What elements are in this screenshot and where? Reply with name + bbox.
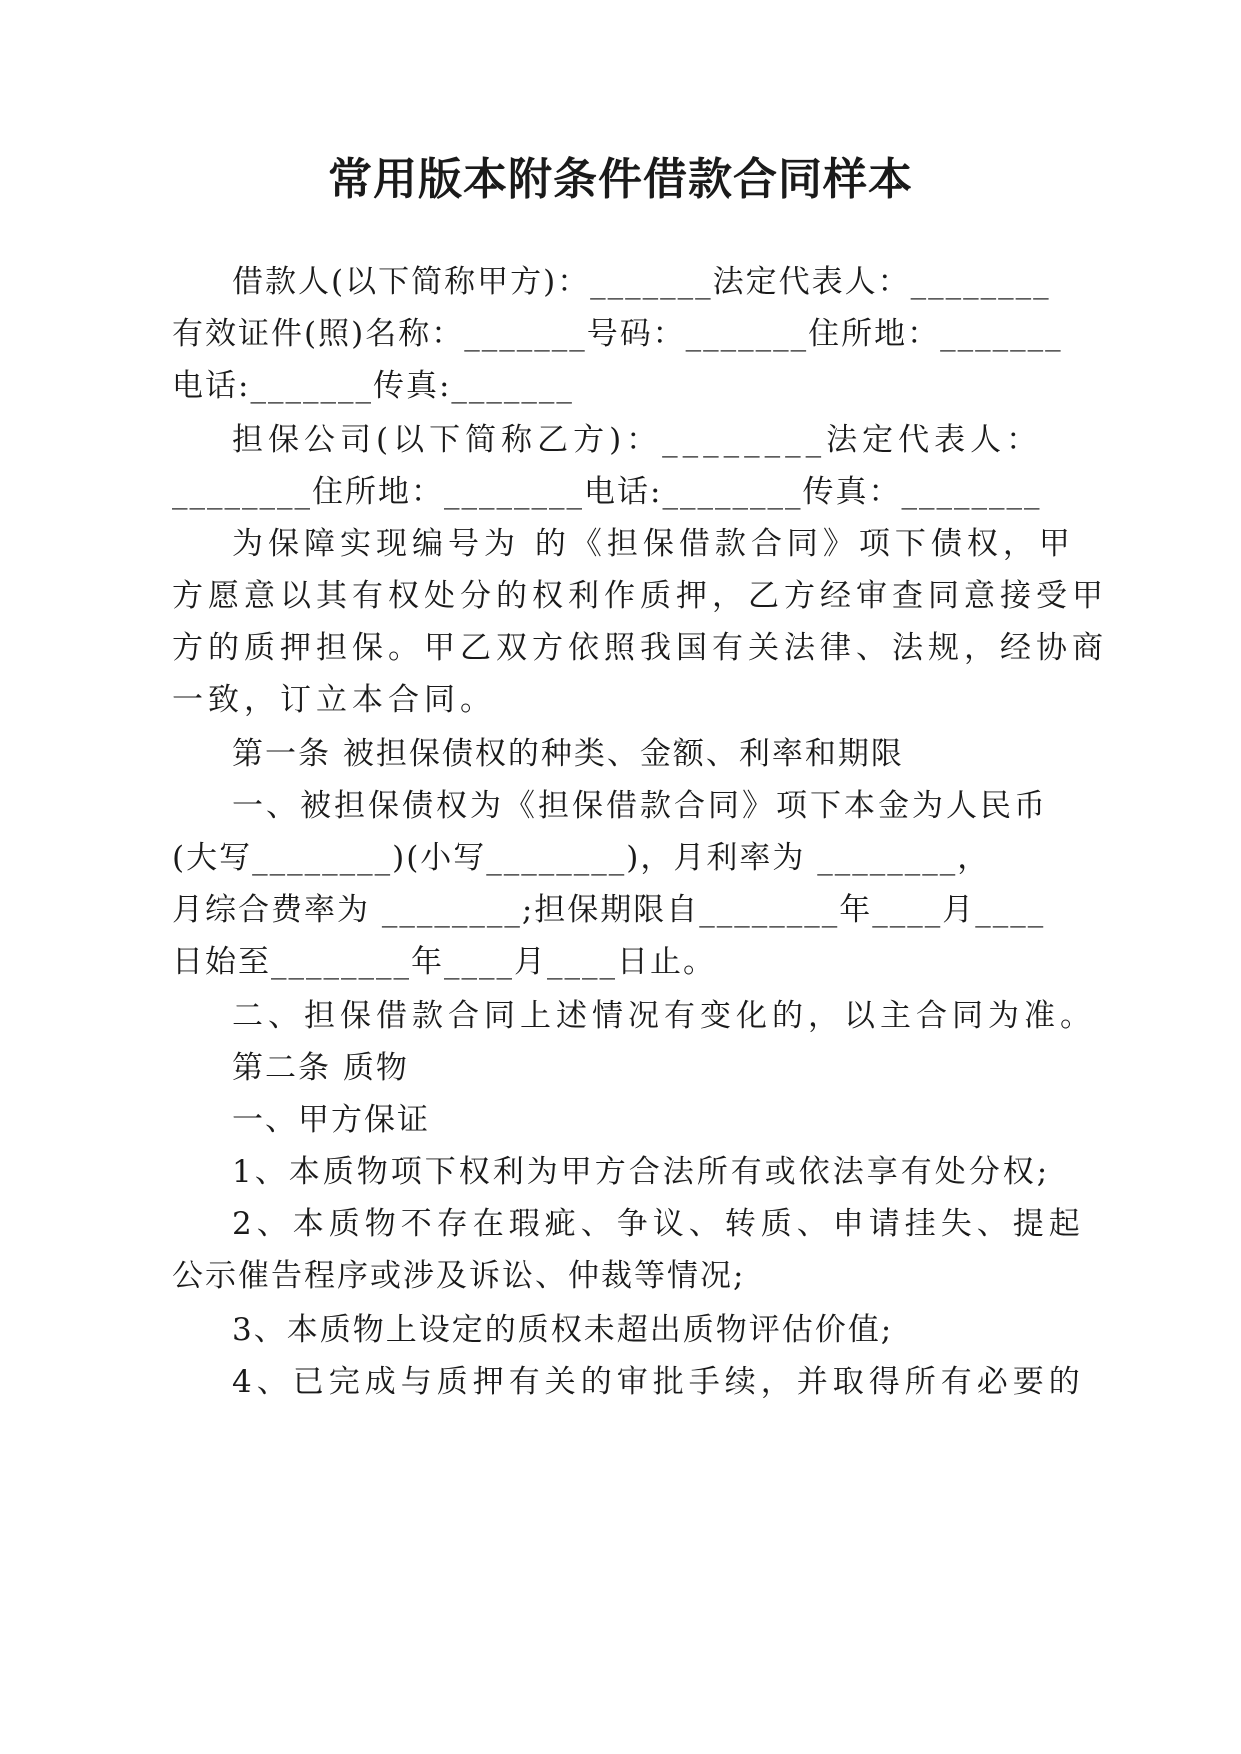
paragraph-line: 4、已完成与质押有关的审批手续，并取得所有必要的	[232, 1364, 1085, 1400]
paragraph-line: 借款人(以下简称甲方)：_______法定代表人：________	[232, 264, 1051, 300]
paragraph-line: 公示催告程序或涉及诉讼、仲裁等情况;	[172, 1258, 746, 1294]
section-heading: 第一条 被担保债权的种类、金额、利率和期限	[232, 736, 904, 772]
paragraph-line: 日始至________年____月____日止。	[172, 944, 716, 980]
paragraph-line: 担保公司(以下简称乙方)：________法定代表人：	[232, 422, 1043, 458]
paragraph-line: ________住所地：________电话:________传真：________	[172, 474, 1042, 510]
paragraph-line: 1、本质物项下权利为甲方合法所有或依法享有处分权;	[232, 1154, 1051, 1190]
paragraph-line: (大写________)(小写________)，月利率为 ________，	[172, 840, 991, 876]
paragraph-line: 2、本质物不存在瑕疵、争议、转质、申请挂失、提起	[232, 1206, 1085, 1242]
paragraph-line: 方愿意以其有权处分的权利作质押，乙方经审查同意接受甲	[172, 578, 1108, 614]
paragraph-line: 电话:_______传真:_______	[172, 368, 574, 404]
paragraph-line: 一致，订立本合同。	[172, 682, 496, 718]
paragraph-line: 一、甲方保证	[232, 1102, 430, 1138]
paragraph-line: 为保障实现编号为 的《担保借款合同》项下债权，甲	[232, 526, 1075, 562]
paragraph-line: 月综合费率为 ________;担保期限自________年____月____	[172, 892, 1046, 928]
paragraph-line: 方的质押担保。甲乙双方依照我国有关法律、法规，经协商	[172, 630, 1108, 666]
paragraph-line: 3、本质物上设定的质权未超出质物评估价值;	[232, 1312, 894, 1348]
paragraph-line: 有效证件(照)名称：_______号码：_______住所地：_______	[172, 316, 1063, 352]
document-title: 常用版本附条件借款合同样本	[328, 154, 913, 205]
paragraph-line: 一、被担保债权为《担保借款合同》项下本金为人民币	[232, 788, 1048, 824]
section-heading: 第二条 质物	[232, 1050, 409, 1086]
paragraph-line: 二、担保借款合同上述情况有变化的，以主合同为准。	[232, 998, 1096, 1034]
